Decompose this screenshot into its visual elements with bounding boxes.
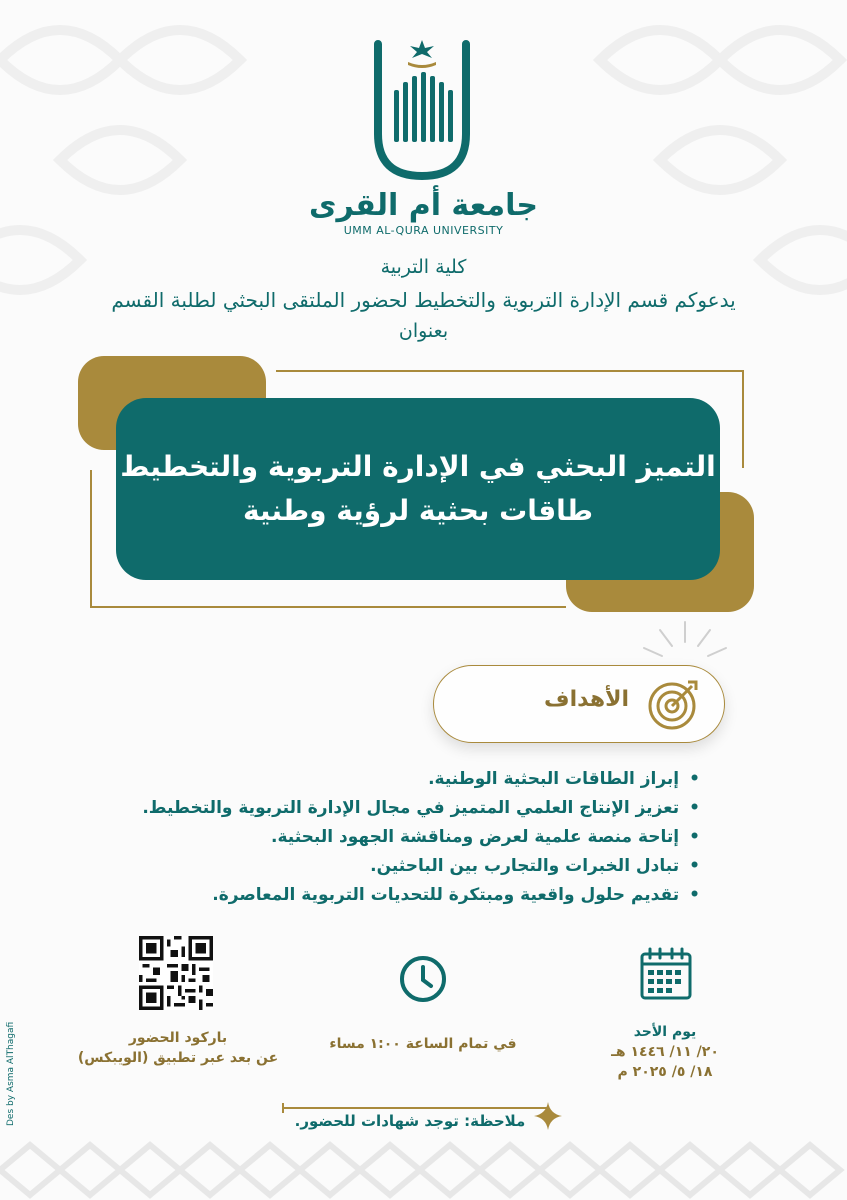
event-date-hijri: ٢٠/ ١١/ ١٤٤٦ هـ (611, 1044, 719, 1060)
frame-line (90, 606, 566, 608)
attendance-qr-code[interactable] (139, 936, 213, 1010)
certificate-note: ملاحظة: توجد شهادات للحضور. (294, 1112, 526, 1130)
goal-item: • إتاحة منصة علمية لعرض ومناقشة الجهود البحثية. (150, 823, 700, 852)
event-subtitle: طاقات بحثية لرؤية وطنية (242, 494, 594, 527)
university-name-arabic: جامعة أم القرى (308, 188, 539, 223)
goal-item: • إبراز الطاقات البحثية الوطنية. (150, 765, 700, 794)
event-day: يوم الأحد (633, 1024, 697, 1040)
attendance-method: عن بعد عبر تطبيق (الويبكس) (77, 1050, 279, 1066)
college-name: كلية التربية (380, 256, 467, 278)
frame-line (90, 470, 92, 608)
frame-line (276, 370, 744, 372)
goal-item: • تبادل الخبرات والتجارب بين الباحثين. (150, 852, 700, 881)
calendar-icon (638, 946, 694, 1002)
invitation-text: يدعوكم قسم الإدارة التربوية والتخطيط لحضور الملتقى البحثي لطلبة القسم (111, 288, 736, 312)
note-line (283, 1107, 547, 1109)
titled-label: بعنوان (398, 320, 449, 342)
goal-item: • تعزيز الإنتاج العلمي المتميز في مجال الإدارة التربوية والتخطيط. (150, 794, 700, 823)
university-logo (370, 34, 474, 182)
university-name-english: UMM AL-QURA UNIVERSITY (343, 224, 504, 237)
frame-line (742, 370, 744, 468)
designer-credit: Des by Asma AlThagafi (6, 1021, 16, 1126)
clock-icon (398, 954, 448, 1004)
event-date-gregorian: ١٨/ ٥/ ٢٠٢٥ م (617, 1064, 713, 1080)
event-title: التميز البحثي في الإدارة التربوية والتخطيط (120, 450, 716, 483)
attendance-barcode-label: باركود الحضور (128, 1030, 228, 1046)
event-title-box (116, 398, 720, 580)
event-time: في تمام الساعة ١:٠٠ مساء (329, 1036, 517, 1052)
goals-header (433, 665, 725, 743)
sparkle-icon (532, 1100, 564, 1132)
goals-list (142, 765, 700, 910)
background-pattern-bottom (0, 1140, 847, 1200)
goal-item: • تقديم حلول واقعية ومبتكرة للتحديات التربوية المعاصرة. (150, 881, 700, 910)
target-arrow-icon (646, 676, 702, 732)
goals-heading: الأهداف (544, 687, 629, 712)
